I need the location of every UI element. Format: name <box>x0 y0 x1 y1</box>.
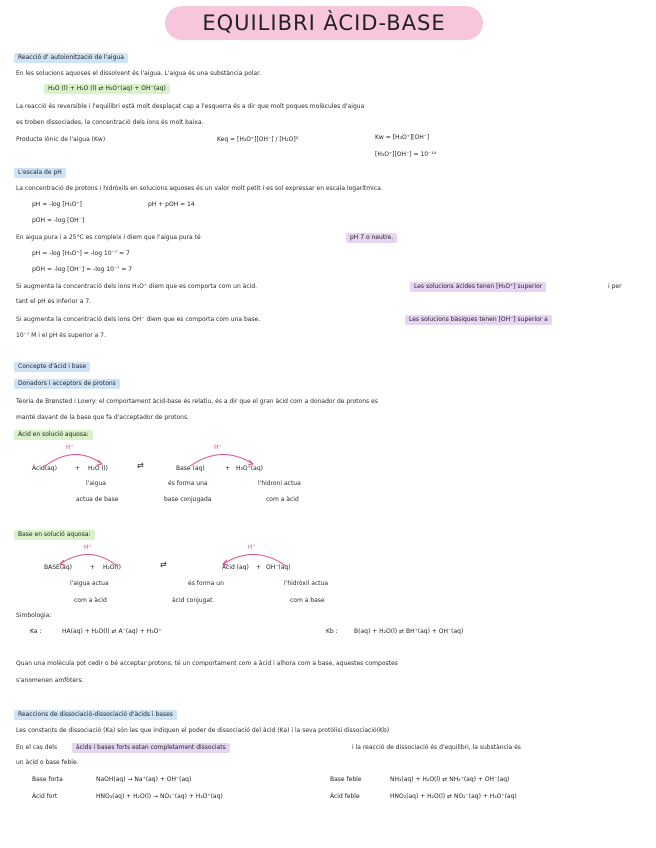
proton-label: H⁺ <box>214 444 222 451</box>
annotation: com a àcid <box>266 496 299 503</box>
text-line: Quan una molècula pot cedir o bé acceptar protons, té un comportament com a àcid i alhora com a base, aquestes compostes <box>16 660 398 667</box>
section-heading-acid-base-concept: Concepte d'àcid i base <box>14 362 90 372</box>
ka-label: Ka : <box>30 628 42 635</box>
annotation: base conjugada <box>164 496 212 503</box>
hydroxide-product: OH⁻(aq) <box>266 564 291 571</box>
text-line: La reacció és reversible i l'equilibri està molt desplaçat cap a l'esquerra és a dir que molt poques molècules d'aigua <box>16 103 365 110</box>
strong-acid-equation: HNO₃(aq) + H₂O(l) → NO₃⁻(aq) + H₃O⁺(aq) <box>96 793 223 800</box>
text-line: un àcid o base feble. <box>16 759 79 766</box>
text-line: es troben dissociades, la concentració dels ions és molt baixa. <box>16 119 204 126</box>
water-reactant: H₂O (l) <box>88 465 108 472</box>
text-line: Si augmenta la concentració dels ions OH⁻ diem que es comporta com una base. <box>16 316 261 323</box>
section-heading-ph-scale: L'escala de pH <box>14 168 66 178</box>
section-heading-autoionization: Reacció d' autoionització de l'aigua <box>14 53 128 63</box>
annotation: l'aigua <box>86 480 106 487</box>
weak-acid-equation: HNO₂(aq) + H₂O(l) ⇄ NO₂⁻(aq) + H₃O⁺(aq) <box>390 793 517 800</box>
annotation: àcid conjugat <box>172 597 213 604</box>
equilibrium-arrow: ⇄ <box>160 560 167 569</box>
annotation: l'hidroni actua <box>258 480 301 487</box>
annotation: és forma un <box>188 580 224 587</box>
proton-label: H⁺ <box>248 544 256 551</box>
proton-label: H⁺ <box>66 444 74 451</box>
strong-base-equation: NaOH(aq) → Na⁺(aq) + OH⁻(aq) <box>96 776 192 783</box>
acid-solution-heading: Àcid en solució aquosa: <box>14 430 93 440</box>
text-line: La concentració de protons i hidròxils en solucions aquoses és un valor molt petit i es sol expressar en escala logarítmica. <box>16 185 383 192</box>
page-title: EQUILIBRI ÀCID-BASE <box>165 6 483 40</box>
autoionization-equation: H₂O (l) + H₂O (l) ⇄ H₃O⁺(aq) + OH⁻(aq) <box>44 84 170 94</box>
kw-value: [H₃O⁺][OH⁻] = 10⁻¹⁴ <box>375 151 437 158</box>
weak-base-equation: NH₃(aq) + H₂O(l) ⇄ NH₄⁺(aq) + OH⁻(aq) <box>390 776 510 783</box>
annotation: és forma una <box>168 480 208 487</box>
kb-equation: B(aq) + H₂O(l) ⇄ BH⁺(aq) + OH⁻(aq) <box>354 628 464 635</box>
subheading-proton-donors: Donadors i acceptors de protons <box>14 379 120 389</box>
annotation: com a base <box>290 597 325 604</box>
acid-reactant: Àcid(aq) <box>32 465 57 472</box>
ph-poh-sum: pH + pOH = 14 <box>148 201 195 208</box>
text-line: manté davant de la base que fa d'acceptador de protons. <box>16 414 190 421</box>
text-line: tant el pH és inferior a 7. <box>16 298 92 305</box>
weak-base-label: Base feble <box>330 776 362 783</box>
text-line: En les solucions aquoses el dissolvent és l'aigua. L'aigua és una substància polar. <box>16 70 261 77</box>
base-solution-heading: Base en solució aquosa: <box>14 530 95 540</box>
weak-acid-label: Àcid feble <box>330 793 360 800</box>
kw-formula: Kw = [H₃O⁺][OH⁻] <box>375 134 430 141</box>
annotation: com a àcid <box>74 597 107 604</box>
text-line: i per <box>608 283 622 290</box>
poh-neutral-calc: pOH = -log [OH⁻] = -log 10⁻⁷ = 7 <box>32 266 133 273</box>
water-reactant: H₂O(l) <box>103 564 121 571</box>
section-heading-dissociation: Reaccions de dissociació-dissociació d'àcids i bases <box>14 710 177 720</box>
acid-product: Àcid (aq) <box>222 564 249 571</box>
strong-base-label: Base forta <box>32 776 63 783</box>
highlight-basic-solutions: Les solucions bàsiques tenen [OH⁻] superior a <box>405 315 552 325</box>
text-line: Teoria de Brønsted i Lowry: el comportament àcid-base és relatiu, és a dir que el gran àcid com a donador de protons es <box>16 398 378 405</box>
keq-formula: Keq = [H₃O⁺][OH⁻] / [H₂O]² <box>217 136 299 143</box>
hydronium-product: H₃O⁺(aq) <box>236 465 263 472</box>
annotation: actua de base <box>76 496 119 503</box>
text-line: En aigua pura i a 25°C es compleix i diem que l'aigua pura té <box>16 234 201 241</box>
annotation: l'hidròxil actua <box>284 580 329 587</box>
text-line: Simbologia: <box>16 612 52 619</box>
base-reactant: BASE(aq) <box>44 564 72 571</box>
ph-neutral-calc: pH = -log [H₃O⁺] = -log 10⁻⁷ = 7 <box>32 250 130 257</box>
base-product: Base (aq) <box>176 465 205 472</box>
equilibrium-arrow: ⇄ <box>137 461 144 470</box>
strong-acid-label: Àcid fort <box>32 793 58 800</box>
text-line: Producte iònic de l'aigua (Kw) <box>16 136 106 143</box>
highlight-neutral: pH 7 o neutre. <box>346 233 397 243</box>
poh-formula: pOH = -log [OH⁻] <box>32 217 85 224</box>
text-line: Si augmenta la concentració dels ions H₃O⁺ diem que es comporta com un àcid. <box>16 283 258 290</box>
highlight-acid-solutions: Les solucions àcides tenen [H₃O⁺] superior <box>410 282 546 292</box>
text-line: 10⁻⁷ M i el pH és superior a 7. <box>16 332 106 339</box>
annotation: l'aigua actua <box>70 580 109 587</box>
text-line: i la reacció de dissociació és d'equilibri, la substància és <box>352 744 521 751</box>
text-line: Les constants de dissociació (Ka) són les que indiquen el poder de dissociació del àcid (Ka) i la seva protòlisi dissociació(Kb) <box>16 727 390 734</box>
ph-formula: pH = -log [H₃O⁺] <box>32 201 82 208</box>
proton-label: H⁺ <box>84 544 92 551</box>
highlight-strong-acids-bases: àcids i bases forts estan completament dissociats <box>72 743 230 753</box>
text-line: s'anomenen amfòters. <box>16 677 84 684</box>
ka-equation: HA(aq) + H₂O(l) ⇄ A⁻(aq) + H₃O⁺ <box>62 628 162 635</box>
kb-label: Kb : <box>326 628 338 635</box>
text-line: En el cas dels <box>16 744 58 751</box>
